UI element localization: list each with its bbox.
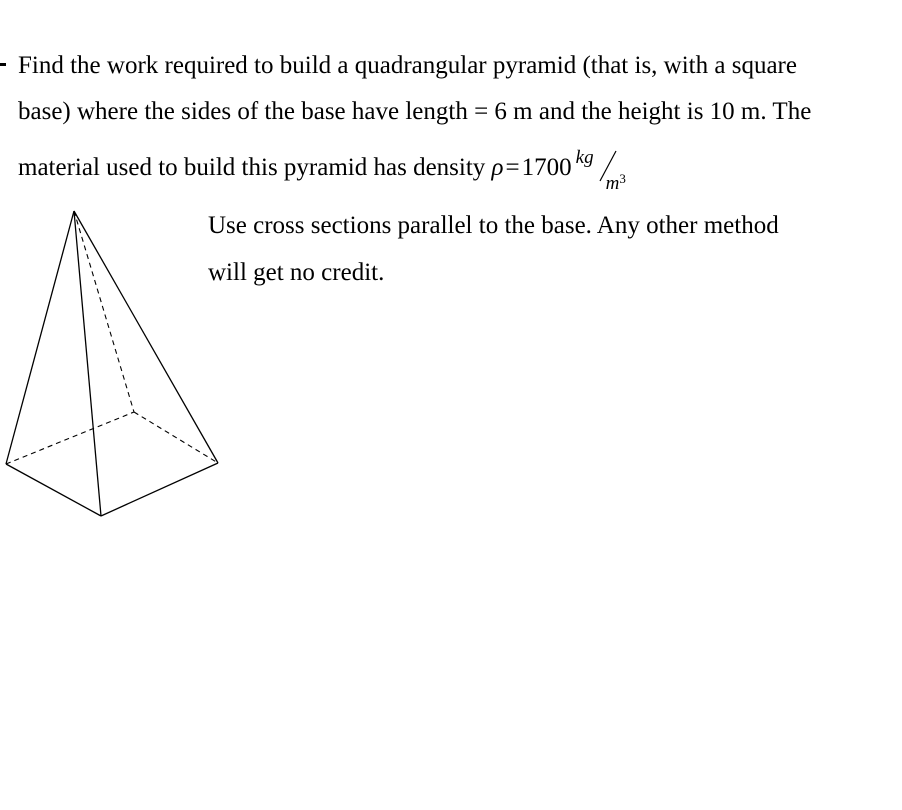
problem-line-2: base) where the sides of the base have length = 6 m and the height is 10 m. The bbox=[18, 98, 812, 125]
unit-denominator-base: m bbox=[605, 173, 620, 194]
pyramid-base-front-left bbox=[6, 464, 101, 516]
pyramid-base-front-right bbox=[101, 463, 218, 516]
density-unit bbox=[575, 147, 638, 194]
pyramid-base-back-left-hidden bbox=[6, 412, 134, 464]
list-bullet-mark bbox=[0, 63, 6, 66]
equals-sign: = bbox=[505, 154, 520, 181]
pyramid-base-back-right-hidden bbox=[134, 412, 218, 463]
pyramid-figure bbox=[0, 200, 230, 530]
density-value: 1700 bbox=[521, 154, 572, 181]
pyramid-edge-left bbox=[6, 211, 74, 464]
rho-symbol: ρ bbox=[491, 154, 504, 181]
pyramid-edge-right bbox=[74, 211, 218, 463]
note-line-2: will get no credit. bbox=[208, 259, 385, 286]
unit-denominator bbox=[606, 164, 626, 199]
problem-line-3-text: material used to build this pyramid has density bbox=[18, 154, 492, 181]
note-line-1: Use cross sections parallel to the base. Any other method bbox=[208, 212, 779, 239]
unit-exponent: 3 bbox=[619, 171, 626, 186]
unit-numerator: kg bbox=[575, 147, 594, 168]
problem-line-1: Find the work required to build a quadrangular pyramid (that is, with a square bbox=[18, 52, 797, 79]
problem-line-3 bbox=[18, 147, 638, 194]
